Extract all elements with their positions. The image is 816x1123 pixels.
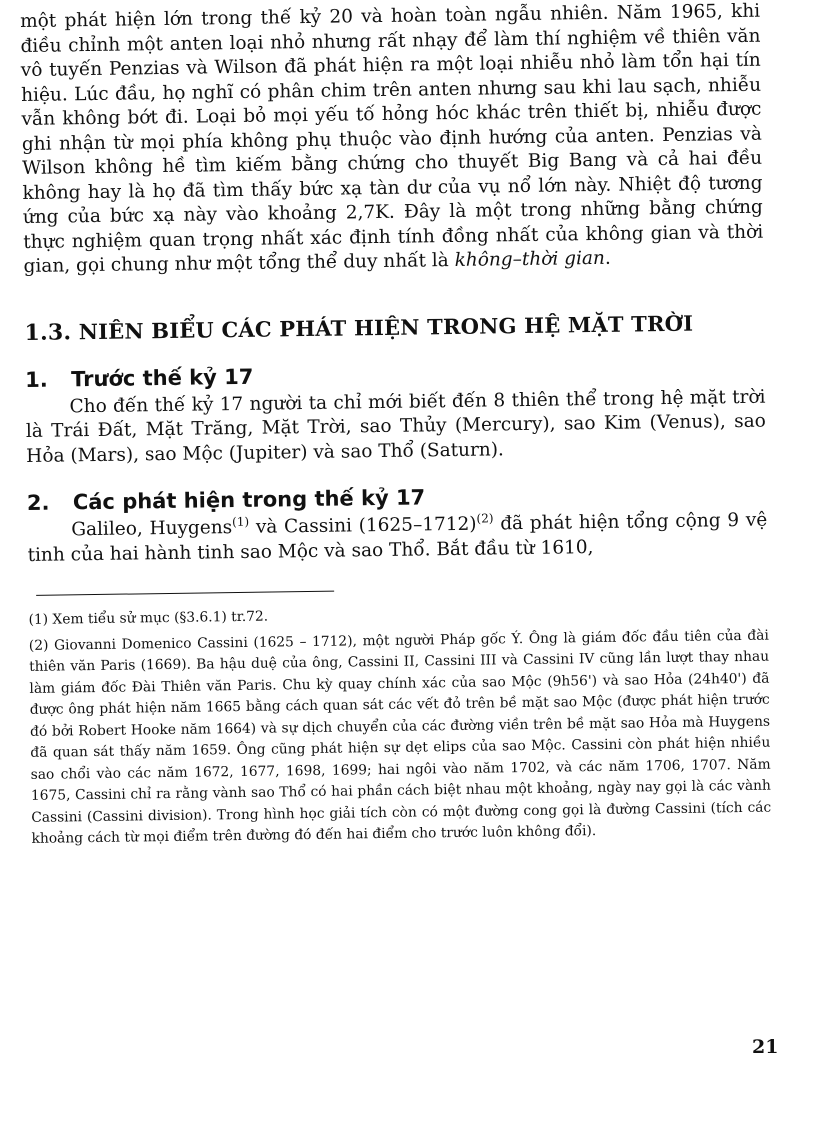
- footnote-1: (1) Xem tiểu sử mục (§3.6.1) tr.72.: [28, 608, 269, 628]
- footnote-ref-1: (1): [232, 514, 250, 529]
- intro-end: .: [604, 247, 611, 269]
- sub1-paragraph: Cho đến thế kỷ 17 người ta chỉ mới biết đến 8 thiên thể trong hệ mặt trời là Trái Đất, Mặt Trăng, Mặt Trời, sao Thủy (Mercury), sao Kim (Venus), sao Hỏa (Mars), sao Mộc (Jupiter) và sao Thổ (Saturn).: [25, 386, 766, 467]
- book-page: [20, 0, 772, 854]
- intro-italic-term: không–thời gian: [454, 247, 606, 271]
- sub2-text-a: Galileo, Huygens: [71, 517, 233, 541]
- sub2-paragraph: [27, 509, 768, 568]
- subheading-2-title: Các phát hiện trong thế kỷ 17: [72, 485, 426, 515]
- section-heading: [24, 309, 764, 345]
- subheading-1-title: Trước thế kỷ 17: [70, 364, 254, 391]
- subheading-2-number: 2.: [26, 490, 50, 515]
- sub2-text-b: và Cassini (1625–1712): [249, 513, 477, 538]
- page-number: 21: [752, 1036, 779, 1058]
- intro-paragraph: [20, 0, 764, 279]
- footnote-ref-2: (2): [476, 511, 494, 526]
- intro-text: một phát hiện lớn trong thế kỷ 20 và hoàn toàn ngẫu nhiên. Năm 1965, khi điều chỉnh một anten loại nhỏ nhưng rất nhạy để làm thí nghiệm về thiên văn vô tuyến Penzias và Wilson đã phát hiện ra một loại nhiễu nhỏ làm tổn hại tín hiệu. Lúc đầu, họ nghĩ có phân chim trên anten nhưng sau khi lau sạch, nhiễu vẫn không bớt đi. Loại bỏ mọi yếu tố hỏng hóc khác trên thiết bị, nhiễu được ghi nhận từ mọi phía không phụ thuộc vào định hướng của anten. Penzias và Wilson không hề tìm kiếm bằng chứng cho thuyết Big Bang và cả hai đều không hay là họ đã tìm thấy bức xạ tàn dư của vụ nổ lớn này. Nhiệt độ tương ứng của bức xạ này vào khoảng 2,7K. Đây là một trong những bằng chứng thực nghiệm quan trọng nhất xác định tính đồng nhất của không gian và thời gian, gọi chung như một tổng thể duy nhất là: [20, 0, 764, 277]
- footnote-2: (2) Giovanni Domenico Cassini (1625 – 1712), một người Pháp gốc Ý. Ông là giám đốc đầu tiên của đài thiên văn Paris (1669). Ba hậu duệ của ông, Cassini II, Cassini III và Cassini IV cũng lần lượt thay nhau làm giám đốc Đài Thiên văn Paris. Chu kỳ quay chính xác của sao Mộc (9h56') và sao Hỏa (24h40') đã được ông phát hiện năm 1665 bằng cách quan sát các vết đỏ trên bề mặt sao Mộc (được phát hiện trước đó bởi Robert Hooke năm 1664) và sự dịch chuyển của các đường viền trên bề mặt sao Hỏa mà Huygens đã quan sát thấy năm 1659. Ông cũng phát hiện sự dẹt elips của sao Mộc. Cassini còn phát hiện nhiều sao chổi vào các năm 1672, 1677, 1698, 1699; hai ngôi vào năm 1702, và các năm 1706, 1707. Năm 1675, Cassini chỉ ra rằng vành sao Thổ có hai phần cách biệt nhau một khoảng, ngày nay gọi là các vành Cassini (Cassini division). Trong hình học giải tích còn có một đường cong gọi là đường Cassini (tích các khoảng cách từ mọi điểm trên đường đó đến hai điểm cho trước luôn không đổi).: [28, 627, 772, 847]
- sub2-text-c: đã phát hiện tổng cộng 9 vệ tinh của hai hành tinh sao Mộc và sao Thổ. Bắt đầu từ 1610,: [27, 509, 768, 566]
- footnote-divider: [36, 591, 334, 596]
- subheading-1-number: 1.: [24, 367, 48, 392]
- section-title: NIÊN BIỂU CÁC PHÁT HIỆN TRONG HỆ MẶT TRỜI: [78, 310, 694, 344]
- section-number: 1.3.: [24, 318, 72, 346]
